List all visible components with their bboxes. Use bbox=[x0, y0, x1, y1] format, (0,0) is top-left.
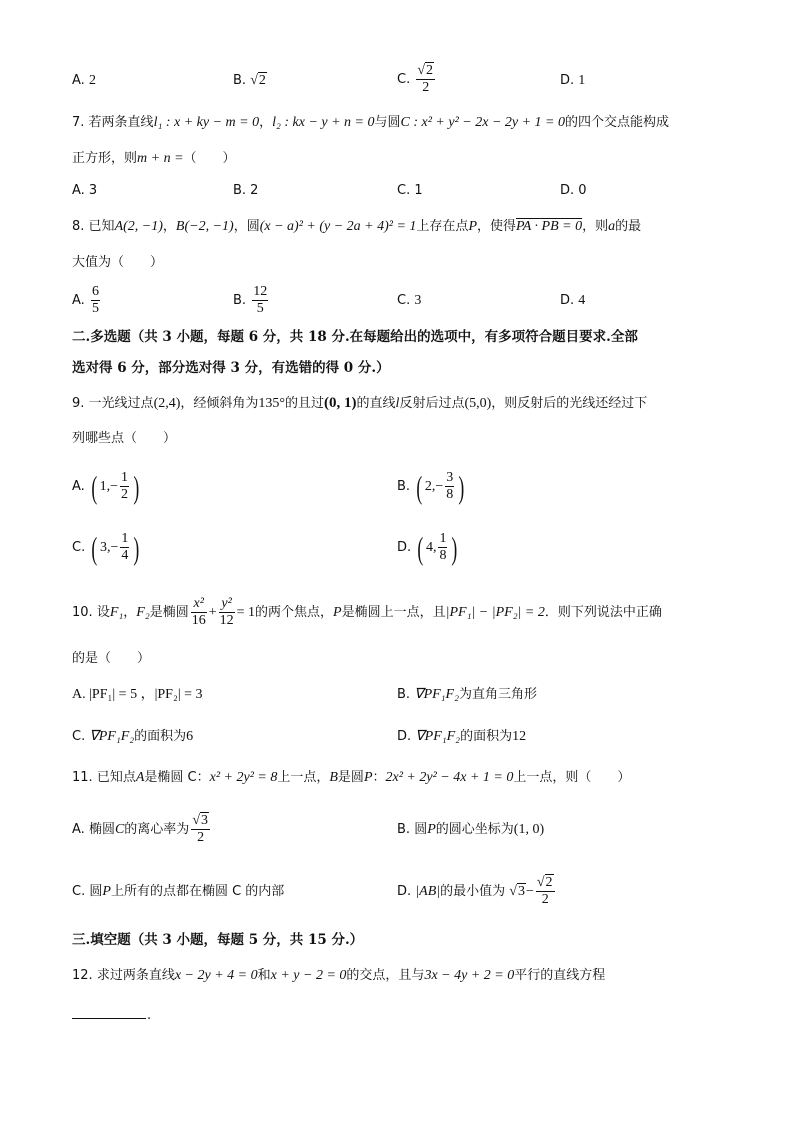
q12-end-period: . bbox=[147, 1008, 152, 1023]
q7-option-c: C. 1 bbox=[397, 183, 423, 198]
q10-option-b: B. ∇PF₁F₂为直角三角形 bbox=[397, 687, 537, 702]
q12-answer-blank[interactable] bbox=[72, 1018, 146, 1019]
q10-option-a: A. |PF₁| = 5 ，|PF₂| = 3 bbox=[72, 687, 203, 702]
q11-option-b: B. 圆P的圆心坐标为(1, 0) bbox=[397, 822, 545, 837]
q8-option-d: D. 4 bbox=[560, 293, 586, 308]
q11-line1: 11. 已知点A是椭圆 C：x² + 2y² = 8上一点，B是圆P：2x² + 2y² − 4x + 1 = 0上一点，则（ ） bbox=[72, 770, 631, 785]
q9-option-a: A. ( 1,− $\frac{1}{2}$ ) bbox=[72, 468, 140, 505]
q10-line1: 10. 设F₁，F₂是椭圆 $\frac{\text{x²}}{16}$ + $\frac{\text{y²}}{12}$ = 1的两个焦点，P是椭圆上一点，且|PF₁| − |PF₂| = 2．则下列说法中正确 bbox=[72, 596, 662, 628]
q7-line2: 正方形，则m + n =（ ） bbox=[72, 151, 236, 166]
section-2-heading-line1: 二.多选题（共 3 小题，每题 6 分，共 18 分.在每题给出的选项中，有多项符合题目要求.全部 bbox=[72, 329, 638, 345]
q11-option-a: A. 椭圆C的离心率为 $\frac{√3}{2}$ bbox=[72, 813, 208, 845]
q8-option-c: C. 3 bbox=[397, 293, 422, 308]
q10-option-d: D. ∇PF₁F₂的面积为12 bbox=[397, 729, 527, 744]
q7-option-b: B. 2 bbox=[233, 183, 259, 198]
q9-option-b: B. ( 2,− $\frac{3}{8}$ ) bbox=[397, 468, 465, 505]
q12-line1: 12. 求过两条直线x − 2y + 4 = 0和x + y − 2 = 0的交点，且与3x − 4y + 2 = 0平行的直线方程 bbox=[72, 968, 606, 983]
q7-option-a: A. 3 bbox=[72, 183, 98, 198]
q11-option-d: D. |AB|的最小值为 √3− $\frac{√2}{2}$ bbox=[397, 875, 553, 907]
q7-line1: 7. 若两条直线l₁ : x + ky − m = 0，l₂ : kx − y + n = 0与圆C : x² + y² − 2x − 2y + 1 = 0的四个交点能构成 bbox=[72, 115, 670, 130]
q6-option-c: C. $\frac{√2}{2}$ bbox=[397, 63, 434, 95]
q9-option-d: D. ( 4, $\frac{1}{8}$ ) bbox=[397, 529, 458, 566]
q10-line2: 的是（ ） bbox=[72, 651, 151, 666]
q9-line2: 列哪些点（ ） bbox=[72, 431, 177, 446]
q8-line1: 8. 已知A(2, −1)，B(−2, −1)，圆(x − a)² + (y − 2a + 4)² = 1上存在点P，使得PA · PB = 0，则a的最 bbox=[72, 219, 642, 234]
q6-option-a: A. 2 bbox=[72, 73, 96, 88]
section-2-heading-line2: 选对得 6 分，部分选对得 3 分，有选错的得 0 分.） bbox=[72, 360, 390, 376]
q9-option-c: C. ( 3,− $\frac{1}{4}$ ) bbox=[72, 529, 140, 566]
q9-line1: 9. 一光线过点(2,4)，经倾斜角为135°的且过(0, 1)的直线l反射后过点(5,0)，则反射后的光线还经过下 bbox=[72, 395, 648, 411]
q7-option-d: D. 0 bbox=[560, 183, 587, 198]
q10-option-c: C. ∇PF₁F₂的面积为6 bbox=[72, 729, 194, 744]
q11-option-c: C. 圆P上所有的点都在椭圆 C 的内部 bbox=[72, 884, 285, 899]
q6-option-b: B. √2 bbox=[233, 73, 266, 88]
q8-option-a: A. $\frac{6}{5}$ bbox=[72, 284, 99, 316]
q6-option-d: D. 1 bbox=[560, 73, 586, 88]
q8-option-b: B. $\frac{12}{5}$ bbox=[233, 284, 268, 316]
q8-line2: 大值为（ ） bbox=[72, 255, 164, 270]
section-3-heading: 三.填空题（共 3 小题，每题 5 分，共 15 分.） bbox=[72, 932, 364, 948]
